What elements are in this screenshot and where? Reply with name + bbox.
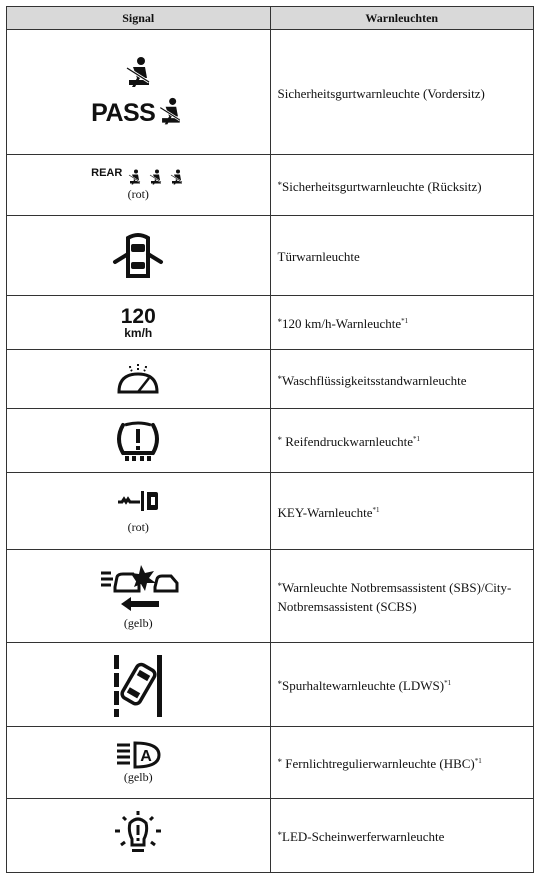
warning-text-cell xyxy=(270,155,534,216)
signal-cell xyxy=(7,155,271,216)
speed-120-icon xyxy=(7,304,270,340)
led-headlight-icon xyxy=(111,809,165,863)
signal-cell xyxy=(7,296,271,350)
warning-text-cell xyxy=(270,296,534,350)
signal-cell xyxy=(7,409,271,473)
footnote-star: * xyxy=(277,830,282,840)
table-row xyxy=(7,216,534,296)
warning-label: Waschflüssigkeitsstandwarnleuchte xyxy=(282,372,467,388)
warning-label: Türwarnleuchte xyxy=(277,249,360,264)
footnote-star: * xyxy=(277,757,282,767)
speed-value: 120 xyxy=(120,304,156,328)
high-beam-auto-icon xyxy=(115,741,161,769)
table-row xyxy=(7,727,534,799)
speed-unit: km/h xyxy=(124,325,153,340)
signal-cell xyxy=(7,799,271,873)
signal-cell xyxy=(7,727,271,799)
warning-text-cell xyxy=(270,727,534,799)
footnote-ref: *1 xyxy=(444,679,452,687)
seatbelt-passenger-icon xyxy=(155,96,185,128)
signal-cell xyxy=(7,350,271,409)
warning-label: Warnleuchte Notbremsassistent (SBS)/City-Notbremsassistent (SCBS) xyxy=(277,579,512,614)
warning-text-cell xyxy=(270,643,534,727)
warning-text-cell xyxy=(270,550,534,643)
seatbelt-rear-center-icon xyxy=(147,169,164,186)
signal-cell xyxy=(7,473,271,550)
table-row xyxy=(7,30,534,155)
seatbelt-rear-left-icon xyxy=(126,169,143,186)
table-row xyxy=(7,643,534,727)
footnote-star: * xyxy=(277,580,282,591)
table-row xyxy=(7,155,534,216)
footnote-ref: *1 xyxy=(413,435,421,443)
footnote-ref: *1 xyxy=(401,317,409,325)
warning-text-cell xyxy=(270,30,534,155)
collision-brake-icon xyxy=(97,561,179,615)
table-row xyxy=(7,350,534,409)
warning-label: LED-Scheinwerferwarnleuchte xyxy=(282,829,445,844)
footnote-ref: *1 xyxy=(372,505,380,514)
warning-label: Spurhaltewarnleuchte (LDWS) xyxy=(282,678,445,693)
table-row xyxy=(7,296,534,350)
table-row xyxy=(7,550,534,643)
warning-text-cell xyxy=(270,799,534,873)
color-note: (gelb) xyxy=(123,769,153,784)
signal-cell xyxy=(7,216,271,296)
footnote-star: * xyxy=(277,679,282,689)
table-row xyxy=(7,409,534,473)
footnote-star: * xyxy=(277,179,282,190)
table-row xyxy=(7,473,534,550)
door-open-icon xyxy=(108,232,168,280)
washer-fluid-icon xyxy=(115,362,161,396)
warning-text-cell xyxy=(270,473,534,550)
warning-text-cell xyxy=(270,216,534,296)
color-note: (gelb) xyxy=(123,616,153,630)
warning-label: Reifendruckwarnleuchte xyxy=(282,434,414,449)
svg-text:A: A xyxy=(140,747,153,765)
seatbelt-rear-right-icon xyxy=(168,169,185,186)
warning-lights-table xyxy=(6,6,534,873)
footnote-ref: *1 xyxy=(474,757,482,765)
footnote-star: * xyxy=(277,373,282,384)
table-header-row xyxy=(7,7,534,30)
warning-label: 120 km/h-Warnleuchte xyxy=(282,316,402,331)
warning-text-cell xyxy=(270,350,534,409)
warning-label: Fernlichtregulierwarnleuchte (HBC) xyxy=(282,756,475,771)
signal-cell xyxy=(7,643,271,727)
signal-cell xyxy=(7,30,271,155)
rear-label: REAR xyxy=(91,166,123,179)
pass-label: PASS xyxy=(91,99,156,127)
key-icon xyxy=(116,488,160,514)
color-note: (rot) xyxy=(127,519,149,534)
warning-label: Sicherheitsgurtwarnleuchte (Rücksitz) xyxy=(282,178,482,194)
footnote-star: * xyxy=(277,435,282,445)
tire-pressure-icon xyxy=(113,419,163,463)
header-signal: Signal xyxy=(7,7,271,30)
color-note: (rot) xyxy=(127,186,149,201)
warning-label: Sicherheitsgurtwarnleuchte (Vordersitz) xyxy=(277,85,485,101)
warning-label: KEY-Warnleuchte xyxy=(277,504,373,520)
table-row xyxy=(7,799,534,873)
warning-text-cell xyxy=(270,409,534,473)
lane-departure-icon xyxy=(110,653,166,717)
signal-cell xyxy=(7,550,271,643)
footnote-star: * xyxy=(277,317,282,327)
seatbelt-icon xyxy=(121,56,155,90)
header-warning-lights: Warnleuchten xyxy=(270,7,534,30)
